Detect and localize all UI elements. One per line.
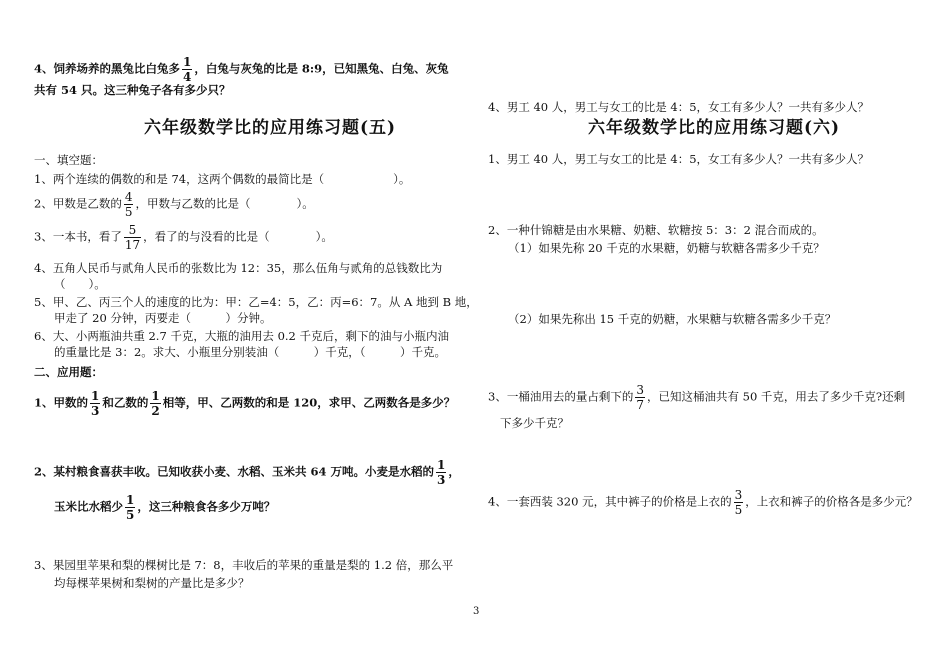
apply-section-heading: 二、应用题： (34, 365, 103, 379)
text: 3、一桶油用去的量占剩下的 (488, 389, 634, 404)
text: ，已知这桶油共有 50 千克，用去了多少千克?还剩 (646, 389, 906, 404)
apply-q3-line1: 3、果园里苹果和梨的棵树比是 7：8，丰收后的苹果的重量是梨的 1.2 倍，那么平 (34, 558, 454, 572)
denominator: 3 (437, 473, 446, 487)
fill-q2 (34, 191, 314, 218)
fraction (125, 494, 135, 521)
numerator: 3 (734, 488, 743, 502)
fraction (124, 191, 134, 218)
right-q3-line2: 下多少千克？ (500, 416, 569, 430)
text: ，甲数与乙数的比是（ ）。 (135, 196, 314, 211)
denominator: 5 (126, 508, 135, 522)
worksheet-title-6: 六年级数学比的应用练习题(六) (588, 118, 841, 138)
fraction (182, 56, 192, 83)
text: 1、甲数的 (34, 395, 89, 410)
numerator: 4 (124, 190, 133, 204)
denominator: 3 (91, 404, 100, 418)
fraction (635, 384, 645, 411)
text: 3、一本书，看了 (34, 229, 122, 244)
fill-q3 (34, 224, 333, 251)
fraction (436, 459, 446, 486)
text: ，这三种粮食各多少万吨？ (137, 499, 276, 514)
denominator: 2 (151, 404, 160, 418)
numerator: 1 (437, 458, 446, 472)
text: 2、某村粮食喜获丰收。已知收获小麦、水稻、玉米共 64 万吨。小麦是水稻的 (34, 464, 435, 479)
rabbit-question-line2: 共有 54 只。这三种兔子各有多少只？ (34, 83, 231, 97)
fraction (734, 489, 744, 516)
text: 2、甲数是乙数的 (34, 196, 122, 211)
text: 4、一套西装 320 元，其中裤子的价格是上衣的 (488, 494, 732, 509)
numerator: 1 (126, 493, 135, 507)
text: ， (448, 464, 460, 479)
fill-q6-line2: 的重量比是 3：2。求大、小瓶里分别装油（ ）千克，（ ）千克。 (54, 345, 447, 359)
fill-q4-line1: 4、五角人民币与贰角人民币的张数比为 12：35，那么伍角与贰角的总钱数比为 (34, 261, 443, 275)
fill-q1: 1、两个连续的偶数的和是 74，这两个偶数的最简比是（ ）。 (34, 172, 411, 186)
right-top-question: 4、男工 40 人，男工与女工的比是 4：5，女工有多少人？一共有多少人？ (488, 100, 870, 114)
apply-q3-line2: 均每棵苹果树和梨树的产量比是多少？ (54, 576, 250, 590)
fraction (124, 224, 141, 251)
apply-q2-line2 (54, 494, 275, 521)
numerator: 1 (183, 55, 192, 69)
fraction (90, 390, 100, 417)
fill-q5-line1: 5、甲、乙、丙三个人的速度的比为：甲：乙=4：5，乙：丙=6：7。从 A 地到 B 地， (34, 295, 478, 309)
denominator: 17 (124, 238, 141, 252)
denominator: 4 (183, 70, 192, 84)
apply-q1 (34, 390, 455, 417)
right-q4 (488, 489, 918, 516)
numerator: 3 (636, 383, 644, 397)
numerator: 1 (91, 389, 100, 403)
fill-section-heading: 一、填空题： (34, 153, 103, 167)
fill-q5-line2: 甲走了 20 分钟，丙要走（ ）分钟。 (54, 311, 272, 325)
right-q3-line1 (488, 384, 905, 411)
right-q1: 1、男工 40 人，男工与女工的比是 4：5，女工有多少人？一共有多少人？ (488, 152, 870, 166)
numerator: 1 (151, 389, 160, 403)
denominator: 7 (636, 398, 644, 412)
text: 玉米比水稻少 (54, 499, 123, 514)
text: 和乙数的 (102, 395, 149, 410)
denominator: 5 (734, 503, 743, 517)
fraction (150, 390, 160, 417)
text: 4、饲养场养的黑兔比白兔多 (34, 61, 181, 76)
text: ，白兔与灰兔的比是 8:9，已知黑兔、白兔、灰兔 (194, 61, 449, 76)
right-q2: 2、一种什锦糖是由水果糖、奶糖、软糖按 5：3：2 混合而成的。 (488, 223, 824, 237)
page-number: 3 (473, 606, 480, 617)
worksheet-title-5: 六年级数学比的应用练习题(五) (144, 118, 397, 138)
text: ，上衣和裤子的价格各是多少元？ (745, 494, 918, 509)
right-q2-part2: （2）如果先称出 15 千克的奶糖，水果糖与软糖各需多少千克？ (508, 312, 837, 326)
denominator: 5 (124, 205, 133, 219)
fill-q6-line1: 6、大、小两瓶油共重 2.7 千克，大瓶的油用去 0.2 千克后，剩下的油与小瓶内油 (34, 329, 450, 343)
apply-q2-line1 (34, 459, 460, 486)
numerator: 5 (128, 223, 137, 237)
text: ，看了的与没看的比是（ ）。 (143, 229, 333, 244)
fill-q4-line2: （ ）。 (54, 277, 106, 291)
rabbit-question-line1 (34, 56, 449, 83)
text: 相等，甲、乙两数的和是 120，求甲、乙两数各是多少？ (162, 395, 456, 410)
right-q2-part1: （1）如果先称 20 千克的水果糖，奶糖与软糖各需多少千克？ (508, 241, 825, 255)
